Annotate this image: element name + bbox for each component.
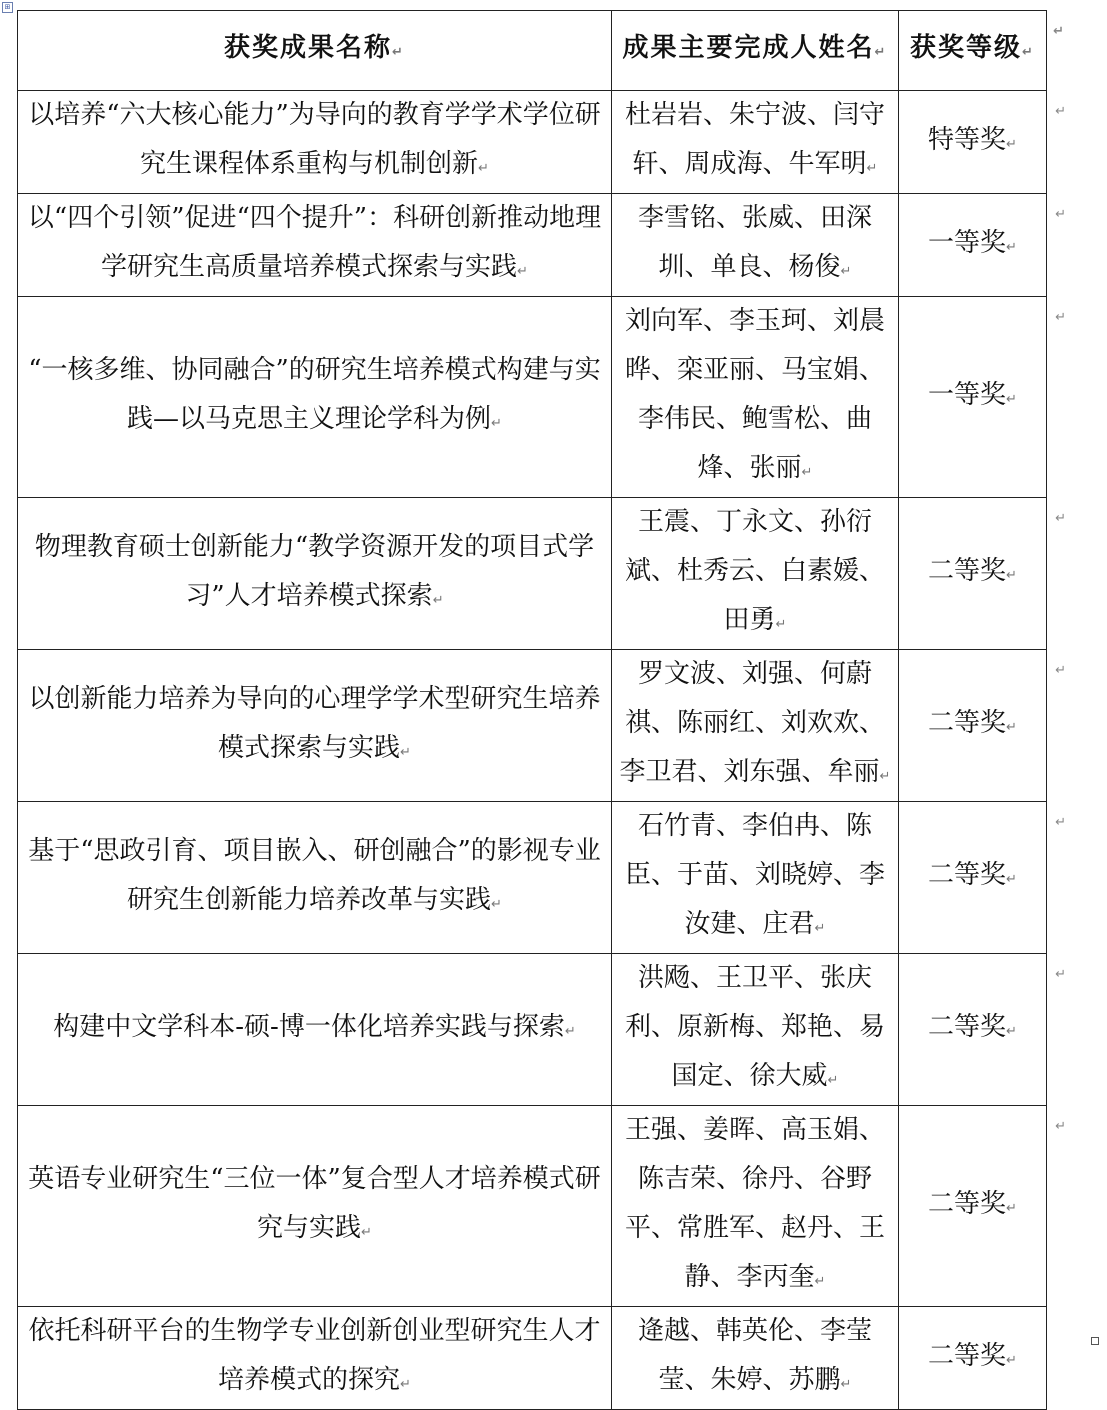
award-title-cell[interactable]	[18, 954, 612, 1106]
paragraph-mark-icon: ↵	[1006, 1024, 1017, 1039]
header-level-text: 获奖等级	[910, 33, 1023, 63]
award-title-cell[interactable]	[18, 1106, 612, 1307]
table-row	[18, 1307, 1047, 1410]
award-title-cell[interactable]	[18, 1307, 612, 1410]
row-end-mark-icon: ↵	[1055, 310, 1066, 325]
table-row	[18, 297, 1047, 498]
award-level: 二等奖	[928, 860, 1007, 890]
paragraph-mark-icon: ↵	[866, 161, 878, 176]
award-level: 一等奖	[928, 227, 1007, 258]
table-row	[18, 802, 1047, 954]
award-level-cell[interactable]	[899, 1106, 1066, 1307]
award-names-cell[interactable]	[612, 498, 899, 650]
table-row	[18, 194, 1047, 297]
table-header-row	[18, 11, 1047, 91]
row-end-mark-icon: ↵	[1055, 663, 1066, 678]
award-names-cell[interactable]	[612, 1307, 899, 1410]
paragraph-mark-icon: ↵	[491, 896, 502, 912]
header-names-cell[interactable]	[612, 11, 899, 91]
row-end-mark-icon: ↵	[1055, 815, 1066, 830]
award-title: 以“四个引领”促进“四个提升”：科研创新推动地理学研究生高质量培养模式探索与实践	[27, 203, 602, 282]
award-title: 物理教育硕士创新能力“教学资源开发的项目式学习”人才培养模式探索	[34, 531, 595, 611]
row-end-mark-icon: ↵	[1055, 207, 1066, 222]
award-level: 二等奖	[928, 1012, 1007, 1042]
paragraph-mark-icon: ↵	[1006, 239, 1017, 255]
paragraph-mark-icon: ↵	[775, 617, 787, 632]
award-names: 杜岩岩、朱宁波、闫守轩、周成海、牛军明	[624, 100, 885, 179]
award-title-cell[interactable]	[18, 498, 612, 650]
award-title: 依托科研平台的生物学专业创新创业型研究生人才培养模式的探究	[28, 1316, 601, 1395]
paragraph-mark-icon: ↵	[1006, 568, 1017, 583]
award-names: 王强、姜晖、高玉娟、陈吉荣、徐丹、谷野平、常胜军、赵丹、王静、李丙奎	[624, 1115, 885, 1292]
paragraph-mark-icon: ↵	[1006, 136, 1017, 152]
paragraph-mark-icon: ↵	[879, 769, 891, 784]
award-level-cell[interactable]	[899, 802, 1066, 954]
award-level-cell[interactable]	[899, 954, 1066, 1106]
awards-table	[17, 10, 1066, 1410]
table-move-handle-icon[interactable]: ⊞	[2, 2, 13, 13]
table-row	[18, 650, 1047, 802]
paragraph-mark-icon: ↵	[801, 465, 813, 480]
award-title: 以培养“六大核心能力”为导向的教育学学术学位研究生课程体系重构与机制创新	[28, 100, 601, 179]
award-title: 以创新能力培养为导向的心理学学术型研究生培养模式探索与实践	[28, 683, 601, 763]
award-title: 英语专业研究生“三位一体”复合型人才培养模式研究与实践	[28, 1164, 601, 1243]
row-end-mark-icon: ↵	[1055, 104, 1066, 119]
award-names-cell[interactable]	[612, 297, 899, 498]
award-level: 二等奖	[928, 1340, 1007, 1371]
award-names: 刘向军、李玉珂、刘晨晔、栾亚丽、马宝娟、李伟民、鲍雪松、曲烽、张丽	[624, 306, 885, 483]
paragraph-mark-icon: ↵	[432, 592, 444, 608]
award-names: 罗文波、刘强、何蔚祺、陈丽红、刘欢欢、李卫君、刘东强、牟丽	[619, 659, 885, 787]
table-row	[18, 91, 1047, 194]
award-names-cell[interactable]	[612, 802, 899, 954]
paragraph-mark-icon: ↵	[1006, 872, 1017, 887]
paragraph-mark-icon: ↵	[840, 264, 852, 279]
award-title: “一核多维、协同融合”的研究生培养模式构建与实践—以马克思主义理论学科为例	[28, 355, 601, 434]
paragraph-mark-icon: ↵	[814, 1274, 826, 1289]
award-title-cell[interactable]	[18, 650, 612, 802]
paragraph-mark-icon: ↵	[814, 921, 826, 936]
award-names: 李雪铭、张威、田深圳、单良、杨俊	[637, 203, 872, 282]
award-names-cell[interactable]	[612, 194, 899, 297]
header-title-cell[interactable]	[18, 11, 612, 91]
paragraph-mark-icon: ↵	[1006, 1352, 1017, 1368]
paragraph-mark-icon: ↵	[392, 45, 405, 60]
paragraph-mark-icon: ↵	[478, 161, 489, 176]
award-names: 洪飏、王卫平、张庆利、原新梅、郑艳、易国定、徐大威	[624, 963, 885, 1091]
document-end-mark-icon	[1091, 1337, 1099, 1345]
award-title-cell[interactable]	[18, 194, 612, 297]
award-level-cell[interactable]	[899, 1307, 1047, 1410]
row-end-mark-icon: ↵	[1055, 1119, 1066, 1134]
award-names-cell[interactable]	[612, 91, 899, 194]
paragraph-mark-icon: ↵	[517, 264, 528, 279]
award-title-cell[interactable]	[18, 297, 612, 498]
award-level-cell[interactable]	[899, 650, 1066, 802]
award-names: 逄越、韩英伦、李莹莹、朱婷、苏鹏	[637, 1316, 872, 1395]
paragraph-mark-icon: ↵	[400, 744, 411, 760]
award-level: 二等奖	[928, 708, 1007, 738]
header-names-text: 成果主要完成人姓名	[622, 33, 875, 63]
table-row	[18, 954, 1047, 1106]
paragraph-mark-icon: ↵	[827, 1073, 839, 1088]
row-end-mark-icon: ↵	[1053, 24, 1066, 39]
paragraph-mark-icon: ↵	[400, 1377, 411, 1392]
award-title: 构建中文学科本-硕-博一体化培养实践与探索	[53, 1012, 565, 1042]
header-level-cell[interactable]	[899, 11, 1066, 91]
row-end-mark-icon: ↵	[1055, 511, 1066, 526]
award-level: 特等奖	[928, 124, 1007, 155]
paragraph-mark-icon: ↵	[1006, 391, 1017, 407]
award-names-cell[interactable]	[612, 650, 899, 802]
paragraph-mark-icon: ↵	[1006, 720, 1017, 735]
header-title-text: 获奖成果名称	[224, 33, 393, 63]
table-row	[18, 1106, 1047, 1307]
award-level: 二等奖	[928, 1188, 1007, 1219]
award-level: 二等奖	[928, 556, 1007, 586]
award-title-cell[interactable]	[18, 91, 612, 194]
award-level: 一等奖	[928, 379, 1007, 410]
paragraph-mark-icon: ↵	[564, 1024, 576, 1039]
paragraph-mark-icon: ↵	[874, 45, 888, 60]
paragraph-mark-icon: ↵	[840, 1377, 852, 1392]
award-names-cell[interactable]	[612, 954, 899, 1106]
award-title-cell[interactable]	[18, 802, 612, 954]
award-level-cell[interactable]	[899, 297, 1066, 498]
paragraph-mark-icon: ↵	[1006, 1200, 1017, 1216]
award-names: 石竹青、李伯冉、陈臣、于苗、刘晓婷、李汝建、庄君	[624, 811, 885, 939]
table-row	[18, 498, 1047, 650]
paragraph-mark-icon: ↵	[491, 416, 502, 431]
award-names: 王震、丁永文、孙衍斌、杜秀云、白素媛、田勇	[624, 507, 885, 635]
row-end-mark-icon: ↵	[1055, 967, 1066, 982]
paragraph-mark-icon: ↵	[361, 1225, 372, 1240]
award-level-cell[interactable]	[899, 194, 1066, 297]
paragraph-mark-icon: ↵	[1022, 45, 1035, 60]
award-names-cell[interactable]	[612, 1106, 899, 1307]
award-level-cell[interactable]	[899, 498, 1066, 650]
award-level-cell[interactable]	[899, 91, 1066, 194]
award-title: 基于“思政引育、项目嵌入、研创融合”的影视专业研究生创新能力培养改革与实践	[28, 835, 601, 915]
